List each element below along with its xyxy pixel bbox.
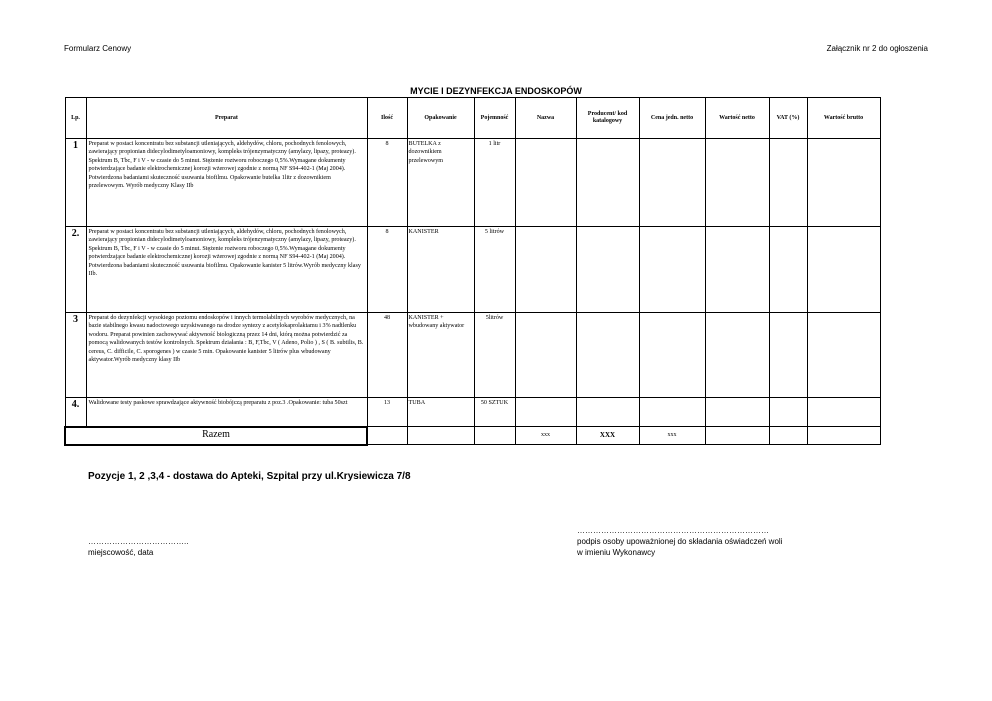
table-header-row (65, 98, 880, 139)
row-wartosc-brutto-cell[interactable] (807, 227, 880, 313)
total-wartosc-brutto-cell[interactable] (807, 427, 880, 445)
total-nazwa: xxx (515, 427, 576, 445)
signature-dots: ……………………………………………………………… (577, 526, 769, 535)
row-producent-cell[interactable] (576, 313, 639, 398)
place-date-label: miejscowość, data (88, 548, 154, 557)
col-header-ilosc: Ilość (367, 98, 407, 139)
col-header-pojemnosc: Pojemność (474, 98, 515, 139)
delivery-note: Pozycje 1, 2 ,3,4 - dostawa do Apteki, Szpital przy ul.Krysiewicza 7/8 (88, 471, 411, 482)
row-nazwa-cell[interactable] (515, 313, 576, 398)
authorized-signature (577, 525, 782, 558)
col-header-lp: Lp. (65, 98, 86, 139)
table-row (65, 313, 880, 398)
row-cena-cell[interactable] (639, 313, 705, 398)
row-wartosc-brutto-cell[interactable] (807, 313, 880, 398)
total-cena: xxx (639, 427, 705, 445)
row-lp: 1 (65, 139, 86, 227)
row-producent-cell[interactable] (576, 227, 639, 313)
row-nazwa-cell[interactable] (515, 398, 576, 427)
col-header-cena: Cena jedn. netto (639, 98, 705, 139)
col-header-opakowanie: Opakowanie (407, 98, 474, 139)
row-wartosc-netto-cell[interactable] (705, 227, 769, 313)
row-wartosc-netto-cell[interactable] (705, 398, 769, 427)
total-producent: XXX (576, 427, 639, 445)
row-ilosc: 48 (367, 313, 407, 398)
row-lp: 4. (65, 398, 86, 427)
row-wartosc-brutto-cell[interactable] (807, 139, 880, 227)
col-header-nazwa: Nazwa (515, 98, 576, 139)
price-table (64, 97, 881, 446)
total-ilosc-cell (367, 427, 407, 445)
row-producent-cell[interactable] (576, 398, 639, 427)
place-date-signature (88, 536, 188, 558)
total-pojemnosc-cell (474, 427, 515, 445)
table-row (65, 227, 880, 313)
table-row (65, 139, 880, 227)
col-header-producent: Producent/ kod katalogowy (576, 98, 639, 139)
signature-label-line2: w imieniu Wykonawcy (577, 548, 656, 557)
total-wartosc-netto-cell[interactable] (705, 427, 769, 445)
row-cena-cell[interactable] (639, 227, 705, 313)
row-preparat: Preparat do dezynfekcji wysokiego poziomu endoskopów i innych termolabilnych wyrobów medycznych, na bazie stabilnego kwasu nadoctowego uzyskiwanego na drodze syntezy z acetylokaprolaktamu i 3% nadtlenku wodoru. Preparat powinien zachowywać aktywność biologiczną przez 14 dni, którą można potwierdzić za pomocą walidowanych testów kontrolnych. Spektrum działania : B, F,Tbc, V ( Adeno, Polio ) , S ( B. subtilis, B. cereus, C. difficile, C. sporogenes ) w czasie 5 min. Opakowanie kanister 5 litrów plus wbudowany aktywator.Wyrób medyczny klasy IIb (86, 313, 367, 398)
col-header-wartosc-brutto: Wartość brutto (807, 98, 880, 139)
row-pojemnosc: 1 litr (474, 139, 515, 227)
row-nazwa-cell[interactable] (515, 139, 576, 227)
row-cena-cell[interactable] (639, 139, 705, 227)
row-cena-cell[interactable] (639, 398, 705, 427)
col-header-vat: VAT (%) (769, 98, 807, 139)
signature-label-line1: podpis osoby upoważnionej do składania oświadczeń woli (577, 537, 783, 546)
attachment-label: Załącznik nr 2 do ogłoszenia (826, 44, 928, 53)
row-pojemnosc: 50 SZTUK (474, 398, 515, 427)
row-ilosc: 8 (367, 139, 407, 227)
row-preparat: Preparat w postaci koncentratu bez substancji utleniających, aldehydów, chloru, pochodnych fenolowych, zawierający propionian didecylodimetyloamoniowy, kompleks trójenzymatyczny (amylazy, lipazy, proteazy). Spektrum B, Tbc, F i V - w czasie do 5 minut. Stężenie roztworu roboczego 0,5%.Wymagane dokumenty potwierdzające badanie elektrochemicznej korozji wżerowej zgodnie z normą NF S94-402-1 (Maj 2004). Potwierdzona badaniami skuteczność usuwania biofilmu. Opakowanie butelka 1litr z dozownikiem przelewowym. Wyrób medyczny Klasy IIb (86, 139, 367, 227)
row-vat-cell[interactable] (769, 139, 807, 227)
row-vat-cell[interactable] (769, 313, 807, 398)
row-producent-cell[interactable] (576, 139, 639, 227)
form-title-left: Formularz Cenowy (64, 44, 132, 53)
row-wartosc-netto-cell[interactable] (705, 139, 769, 227)
row-opakowanie: BUTELKA z dozownikiem przelewowym (407, 139, 474, 227)
table-row (65, 398, 880, 427)
col-header-preparat: Preparat (86, 98, 367, 139)
row-preparat: Preparat w postaci koncentratu bez substancji utleniających, aldehydów, chloru, pochodnych fenolowych, zawierający propionian didecylodimetyloamoniowy, kompleks trójenzymatyczny (amylazy, lipazy, proteazy). Spektrum B, Tbc, F i V - w czasie do 5 minut. Stężenie roztworu roboczego 0,5%.Wymagane dokumenty potwierdzające badanie elektrochemicznej korozji wżerowej zgodnie z normą NF S94-402-1 (Maj 2004). Potwierdzona badaniami skuteczność usuwania biofilmu. Opakowanie kanister 5 litrów.Wyrób medyczny klasy IIb. (86, 227, 367, 313)
row-pojemnosc: 5litrów (474, 313, 515, 398)
row-lp: 2. (65, 227, 86, 313)
row-nazwa-cell[interactable] (515, 227, 576, 313)
row-opakowanie: TUBA (407, 398, 474, 427)
total-opakowanie-cell (407, 427, 474, 445)
row-opakowanie: KANISTER + wbudowany aktywator (407, 313, 474, 398)
row-pojemnosc: 5 litrów (474, 227, 515, 313)
row-ilosc: 8 (367, 227, 407, 313)
row-wartosc-netto-cell[interactable] (705, 313, 769, 398)
row-opakowanie: KANISTER (407, 227, 474, 313)
total-label: Razem (65, 427, 367, 445)
total-row (65, 427, 880, 445)
col-header-wartosc-netto: Wartość netto (705, 98, 769, 139)
row-ilosc: 13 (367, 398, 407, 427)
page-title: MYCIE I DEZYNFEKCJA ENDOSKOPÓW (410, 86, 582, 96)
row-lp: 3 (65, 313, 86, 398)
row-preparat: Walidowane testy paskowe sprawdzające aktywność biobójczą preparatu z poz.3 .Opakowanie: tuba 50szt (86, 398, 367, 427)
row-vat-cell[interactable] (769, 227, 807, 313)
place-date-dots: ……………………………….. (88, 537, 189, 546)
row-vat-cell[interactable] (769, 398, 807, 427)
row-wartosc-brutto-cell[interactable] (807, 398, 880, 427)
total-vat-cell[interactable] (769, 427, 807, 445)
